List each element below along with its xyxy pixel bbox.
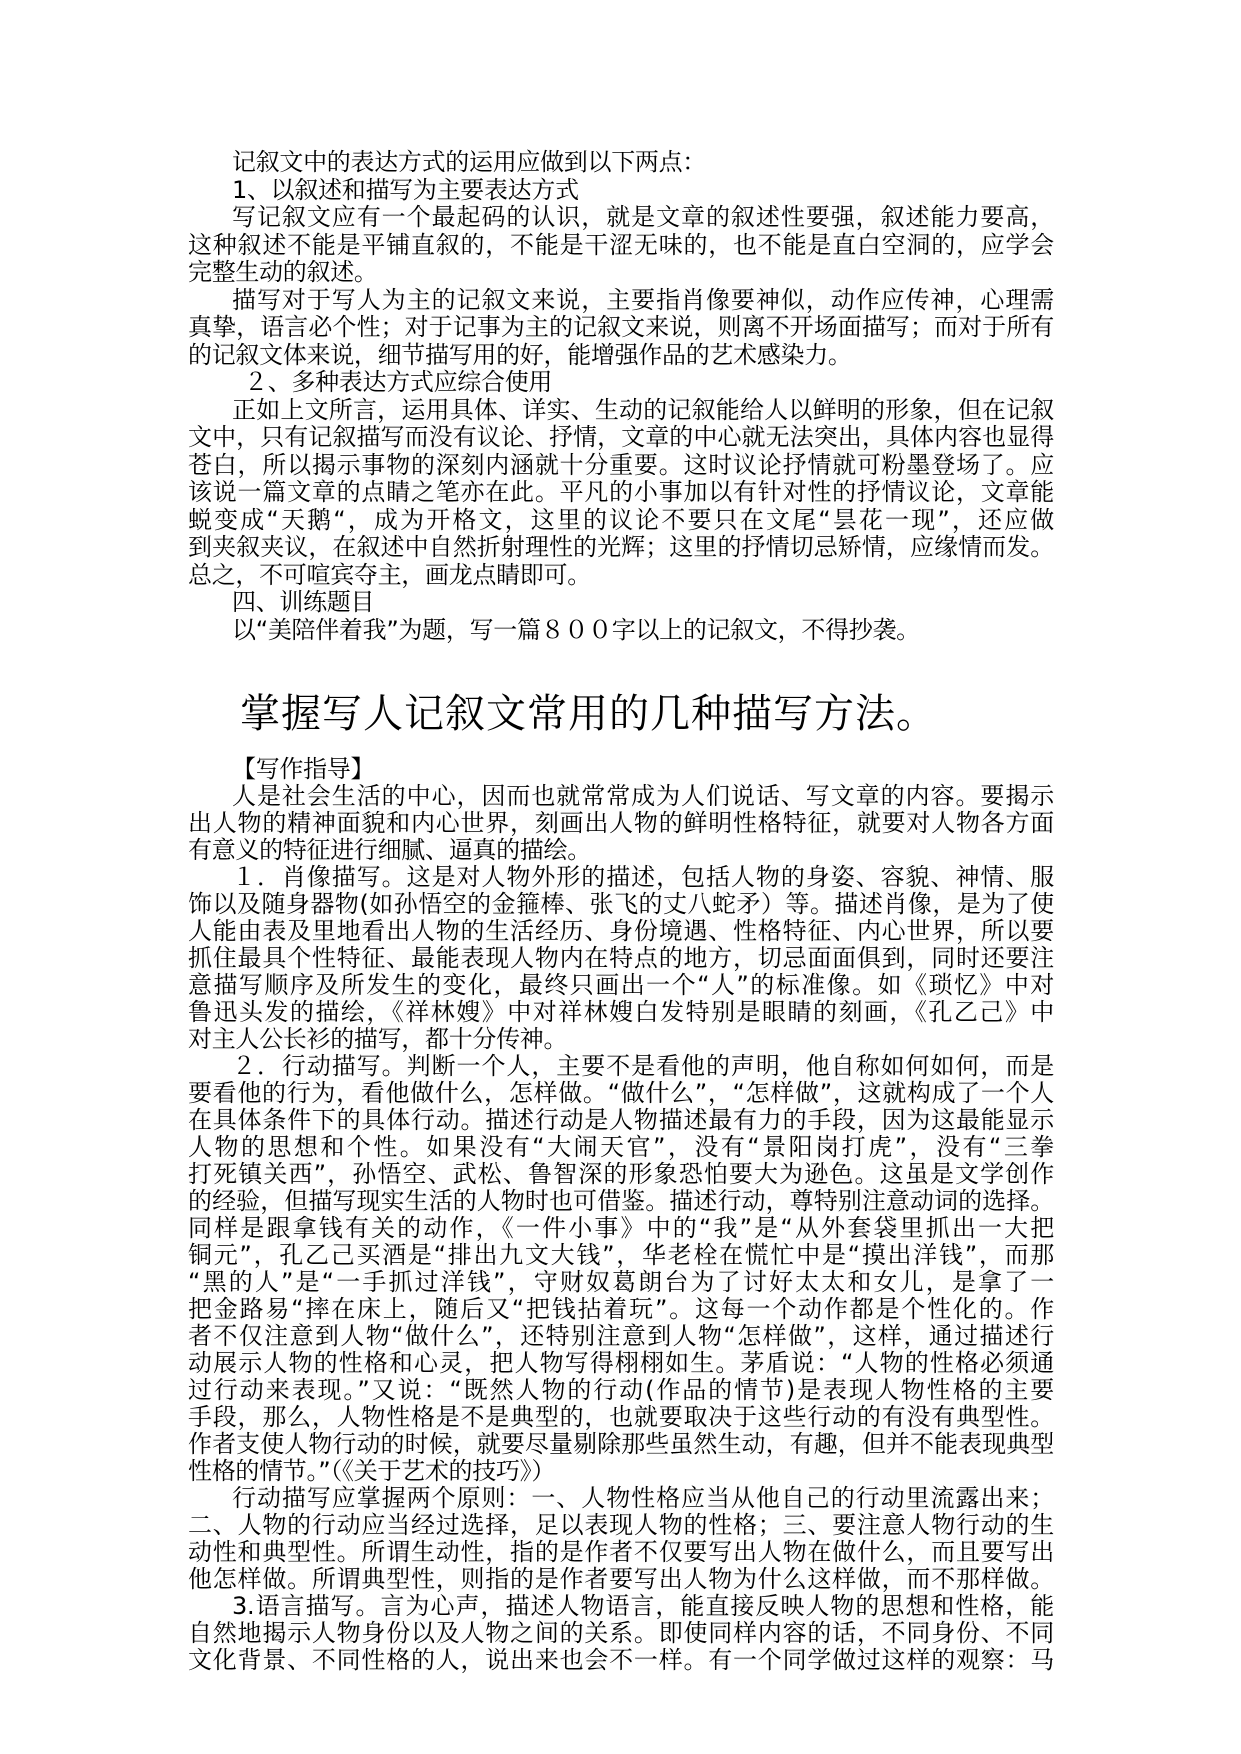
paragraph-line: 手段，那么，人物性格是不是典型的，也就要取决于这些行动的有没有典型性。 (188, 1403, 1054, 1431)
paragraph-line: 鲁迅头发的描绘，《祥林嫂》中对祥林嫂白发特别是眼睛的刻画，《孔乙己》中 (188, 998, 1054, 1026)
paragraph-line: 二、人物的行动应当经过选择，足以表现人物的性格；三、要注意人物行动的生 (188, 1511, 1054, 1539)
paragraph-line: 铜元”，孔乙己买酒是“排出九文大钱”，华老栓在慌忙中是“摸出洋钱”，而那 (188, 1241, 1054, 1269)
paragraph-line: 把金路易“摔在床上，随后又“把钱拈着玩”。这每一个动作都是个性化的。作 (188, 1295, 1054, 1323)
paragraph-line: 行动描写应掌握两个原则：一、人物性格应当从他自己的行动里流露出来； (232, 1484, 1054, 1512)
paragraph-line: 人物的思想和个性。如果没有“大闹天官”，没有“景阳岗打虎”，没有“三拳 (188, 1133, 1054, 1161)
paragraph-line: 写记叙文应有一个最起码的认识，就是文章的叙述性要强，叙述能力要高， (232, 203, 1054, 231)
paragraph-line: 总之，不可喧宾夺主，画龙点睛即可。 (188, 561, 591, 589)
section-heading: ２、多种表达方式应综合使用 (244, 368, 553, 396)
paragraph-line: 在具体条件下的具体行动。描述行动是人物描述最有力的手段，因为这最能显示 (188, 1106, 1054, 1134)
paragraph-line: 人是社会生活的中心，因而也就常常成为人们说话、写文章的内容。要揭示 (232, 782, 1054, 810)
section-heading: 四、训练题目 (232, 588, 375, 616)
paragraph-line: 苍白，所以揭示事物的深刻内涵就十分重要。这时议论抒情就可粉墨登场了。应 (188, 451, 1054, 479)
paragraph-line: 动性和典型性。所谓生动性，指的是作者不仅要写出人物在做什么，而且要写出 (188, 1538, 1054, 1566)
paragraph-line: 动展示人物的性格和心灵，把人物写得栩栩如生。茅盾说：“人物的性格必须通 (188, 1349, 1054, 1377)
paragraph-line: 到夹叙夹议，在叙述中自然折射理性的光辉；这里的抒情切忌矫情，应缘情而发。 (188, 533, 1054, 561)
paragraph-line: 文中，只有记叙描写而没有议论、抒情，文章的中心就无法突出，具体内容也显得 (188, 423, 1054, 451)
paragraph-line: 正如上文所言，运用具体、详实、生动的记叙能给人以鲜明的形象，但在记叙 (232, 396, 1054, 424)
paragraph-line: 真挚，语言必个性；对于记事为主的记叙文来说，则离不开场面描写；而对于所有 (188, 313, 1054, 341)
section-heading: 1、以叙述和描写为主要表达方式 (232, 176, 579, 204)
paragraph-line: ２．行动描写。判断一个人，主要不是看他的声明，他自称如何如何，而是 (232, 1052, 1054, 1080)
paragraph-line: 完整生动的叙述。 (188, 258, 378, 286)
paragraph-line: “黑的人”是“一手抓过洋钱”，守财奴葛朗台为了讨好太太和女儿，是拿了一 (188, 1268, 1054, 1296)
paragraph-line: 蜕变成“天鹅“，成为开格文，这里的议论不要只在文尾“昙花一现”，还应做 (188, 506, 1054, 534)
paragraph-line: 性格的情节。”（《关于艺术的技巧》） (188, 1457, 556, 1485)
paragraph-line: 以“美陪伴着我”为题，写一篇８００字以上的记叙文，不得抄袭。 (232, 616, 920, 644)
paragraph-line: 有意义的特征进行细腻、逼真的描绘。 (188, 836, 591, 864)
paragraph-line: 过行动来表现。”又说：“既然人物的行动(作品的情节)是表现人物性格的主要 (188, 1376, 1054, 1404)
paragraph-line: １．肖像描写。这是对人物外形的描述，包括人物的身姿、容貌、神情、服 (232, 863, 1054, 891)
page-title: 掌握写人记叙文常用的几种描写方法。 (240, 691, 937, 737)
paragraph-line: 他怎样做。所谓典型性，则指的是作者要写出人物为什么这样做，而不那样做。 (188, 1565, 1054, 1593)
paragraph-line: 作者支使人物行动的时候，就要尽量剔除那些虽然生动，有趣，但并不能表现典型 (188, 1430, 1054, 1458)
paragraph-line: 这种叙述不能是平铺直叙的，不能是干涩无味的，也不能是直白空洞的，应学会 (188, 231, 1054, 259)
paragraph-line: 出人物的精神面貌和内心世界，刻画出人物的鲜明性格特征，就要对人物各方面 (188, 809, 1054, 837)
paragraph-line: 同样是跟拿钱有关的动作，《一件小事》中的“我”是“从外套袋里抓出一大把 (188, 1214, 1054, 1242)
paragraph-line: 的经验，但描写现实生活的人物时也可借鉴。描述行动，尊特别注意动词的选择。 (188, 1187, 1054, 1215)
paragraph-line: 记叙文中的表达方式的运用应做到以下两点： (232, 148, 706, 176)
paragraph-line: 意描写顺序及所发生的变化，最终只画出一个“人”的标准像。如《琐忆》中对 (188, 971, 1054, 999)
paragraph-line: 该说一篇文章的点睛之笔亦在此。平凡的小事加以有针对性的抒情议论，文章能 (188, 478, 1054, 506)
paragraph-line: 人能由表及里地看出人物的生活经历、身份境遇、性格特征、内心世界，所以要 (188, 917, 1054, 945)
section-heading: 【写作指导】 (232, 755, 375, 783)
paragraph-line: 描写对于写人为主的记叙文来说，主要指肖像要神似，动作应传神，心理需 (232, 286, 1054, 314)
paragraph-line: 打死镇关西”，孙悟空、武松、鲁智深的形象恐怕要大为逊色。这虽是文学创作 (188, 1160, 1054, 1188)
paragraph-line: 的记叙文体来说，细节描写用的好，能增强作品的艺术感染力。 (188, 341, 852, 369)
paragraph-line: 自然地揭示人物身份以及人物之间的关系。即使同样内容的话，不同身份、不同 (188, 1619, 1054, 1647)
paragraph-line: 抓住最具个性特征、最能表现人物内在特点的地方，切忌面面俱到，同时还要注 (188, 944, 1054, 972)
paragraph-line: 文化背景、不同性格的人，说出来也会不一样。有一个同学做过这样的观察：马 (188, 1646, 1054, 1674)
paragraph-line: 3.语言描写。言为心声，描述人物语言，能直接反映人物的思想和性格，能 (232, 1592, 1054, 1620)
paragraph-line: 对主人公长衫的描写，都十分传神。 (188, 1025, 568, 1053)
paragraph-line: 饰以及随身器物(如孙悟空的金箍棒、张飞的丈八蛇矛）等。描述肖像，是为了使 (188, 890, 1054, 918)
paragraph-line: 要看他的行为，看他做什么，怎样做。“做什么”，“怎样做”，这就构成了一个人 (188, 1079, 1054, 1107)
paragraph-line: 者不仅注意到人物“做什么”，还特别注意到人物“怎样做”，这样，通过描述行 (188, 1322, 1054, 1350)
